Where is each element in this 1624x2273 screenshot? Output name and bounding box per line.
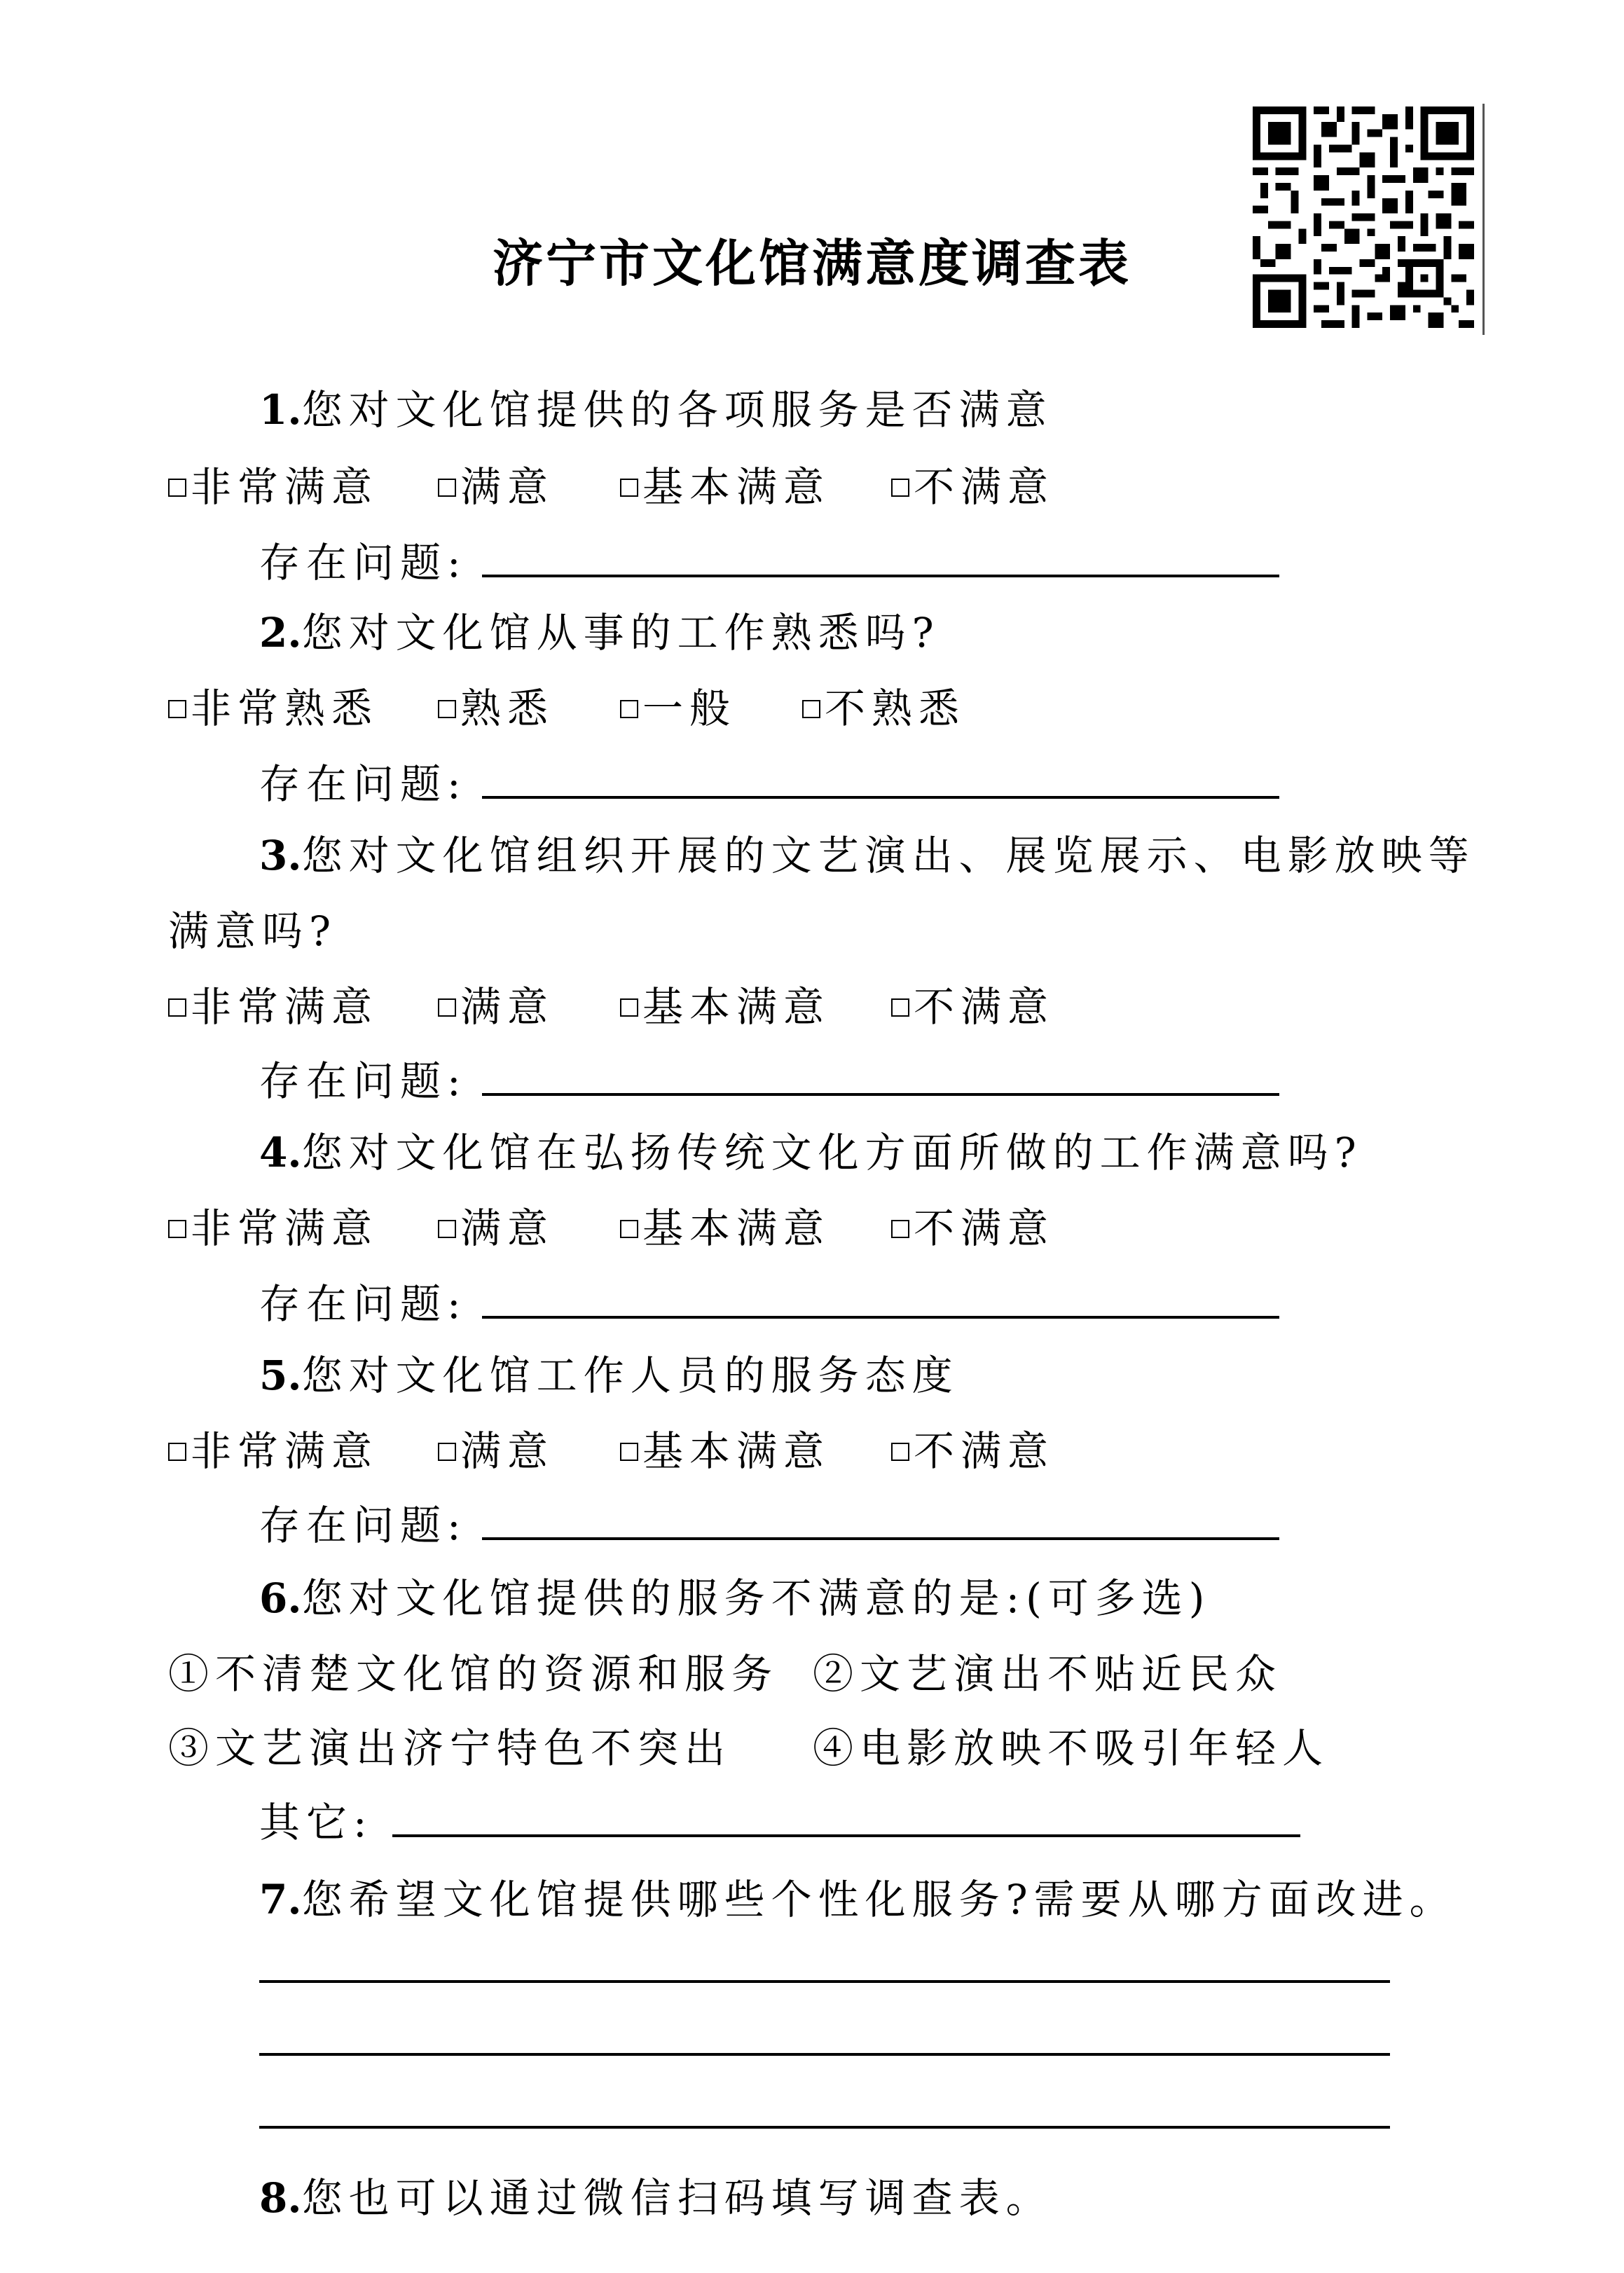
checkbox-icon[interactable] (168, 479, 186, 497)
question-6: 6.您对文化馆提供的服务不满意的是:(可多选) (259, 1574, 1211, 1622)
q3-option-3[interactable]: 基本满意 (620, 974, 830, 1033)
q6-choice-2[interactable]: ②文艺演出不贴近民众 (813, 1650, 1283, 1698)
q5-option-1[interactable]: 非常满意 (168, 1418, 378, 1477)
checkbox-icon[interactable] (620, 1443, 638, 1461)
q4-option-2[interactable]: 满意 (438, 1195, 554, 1254)
q4-issue-field[interactable] (482, 1316, 1279, 1319)
q1-options (168, 454, 1429, 510)
q3-option-4[interactable]: 不满意 (891, 974, 1054, 1033)
q7-answer-line-1[interactable] (259, 1980, 1390, 1983)
checkbox-icon[interactable] (438, 700, 456, 718)
q2-issue-label: 存在问题: (259, 760, 467, 808)
question-3-continued: 满意吗? (168, 907, 338, 955)
q4-issue-label: 存在问题: (259, 1280, 467, 1328)
q1-issue-label: 存在问题: (259, 539, 467, 586)
q3-option-1[interactable]: 非常满意 (168, 974, 378, 1033)
q5-option-2[interactable]: 满意 (438, 1418, 554, 1477)
q6-other-field[interactable] (392, 1834, 1300, 1837)
q2-option-4[interactable]: 不熟悉 (802, 675, 965, 734)
checkbox-icon[interactable] (438, 998, 456, 1017)
q4-option-1[interactable]: 非常满意 (168, 1195, 378, 1254)
q7-answer-line-2[interactable] (259, 2053, 1390, 2056)
q7-answer-line-3[interactable] (259, 2126, 1390, 2129)
question-8: 8.您也可以通过微信扫码填写调查表。 (259, 2174, 1053, 2222)
q1-issue-field[interactable] (482, 575, 1279, 577)
checkbox-icon[interactable] (891, 1443, 909, 1461)
q2-option-1[interactable]: 非常熟悉 (168, 675, 378, 734)
checkbox-icon[interactable] (802, 700, 820, 718)
checkbox-icon[interactable] (438, 1220, 456, 1238)
checkbox-icon[interactable] (168, 700, 186, 718)
question-7: 7.您希望文化馆提供哪些个性化服务?需要从哪方面改进。 (259, 1876, 1457, 1923)
page-title: 济宁市文化馆满意度调查表 (492, 233, 1131, 293)
q2-option-2[interactable]: 熟悉 (438, 675, 554, 734)
q6-choice-3[interactable]: ③文艺演出济宁特色不突出 (168, 1724, 732, 1772)
checkbox-icon[interactable] (438, 1443, 456, 1461)
q4-option-4[interactable]: 不满意 (891, 1195, 1054, 1254)
q5-options (168, 1418, 1429, 1474)
checkbox-icon[interactable] (620, 479, 638, 497)
q1-option-1[interactable]: 非常满意 (168, 454, 378, 513)
q4-options (168, 1195, 1429, 1251)
checkbox-icon[interactable] (168, 1220, 186, 1238)
checkbox-icon[interactable] (168, 998, 186, 1017)
question-3: 3.您对文化馆组织开展的文艺演出、展览展示、电影放映等 (259, 832, 1475, 879)
q2-options (168, 675, 1429, 732)
q1-option-4[interactable]: 不满意 (891, 454, 1054, 513)
question-4: 4.您对文化馆在弘扬传统文化方面所做的工作满意吗? (259, 1129, 1363, 1176)
checkbox-icon[interactable] (891, 1220, 909, 1238)
q2-issue-field[interactable] (482, 796, 1279, 799)
q1-option-3[interactable]: 基本满意 (620, 454, 830, 513)
checkbox-icon[interactable] (891, 998, 909, 1017)
q5-issue-field[interactable] (482, 1537, 1279, 1540)
q3-issue-field[interactable] (482, 1093, 1279, 1096)
q3-options (168, 974, 1429, 1030)
qr-border-line (1482, 104, 1485, 335)
q3-issue-label: 存在问题: (259, 1057, 467, 1105)
checkbox-icon[interactable] (620, 998, 638, 1017)
q1-option-2[interactable]: 满意 (438, 454, 554, 513)
checkbox-icon[interactable] (620, 1220, 638, 1238)
q4-option-3[interactable]: 基本满意 (620, 1195, 830, 1254)
q5-issue-label: 存在问题: (259, 1502, 467, 1549)
q5-option-4[interactable]: 不满意 (891, 1418, 1054, 1477)
qr-code (1253, 107, 1474, 328)
q3-option-2[interactable]: 满意 (438, 974, 554, 1033)
question-2: 2.您对文化馆从事的工作熟悉吗? (259, 609, 940, 657)
question-1: 1.您对文化馆提供的各项服务是否满意 (259, 386, 1053, 434)
q6-choice-1[interactable]: ①不清楚文化馆的资源和服务 (168, 1650, 779, 1698)
checkbox-icon[interactable] (891, 479, 909, 497)
checkbox-icon[interactable] (168, 1443, 186, 1461)
checkbox-icon[interactable] (438, 479, 456, 497)
q6-other-label: 其它: (259, 1799, 373, 1846)
q5-option-3[interactable]: 基本满意 (620, 1418, 830, 1477)
checkbox-icon[interactable] (620, 700, 638, 718)
q2-option-3[interactable]: 一般 (620, 675, 736, 734)
question-5: 5.您对文化馆工作人员的服务态度 (259, 1352, 959, 1399)
q6-choice-4[interactable]: ④电影放映不吸引年轻人 (813, 1724, 1330, 1772)
